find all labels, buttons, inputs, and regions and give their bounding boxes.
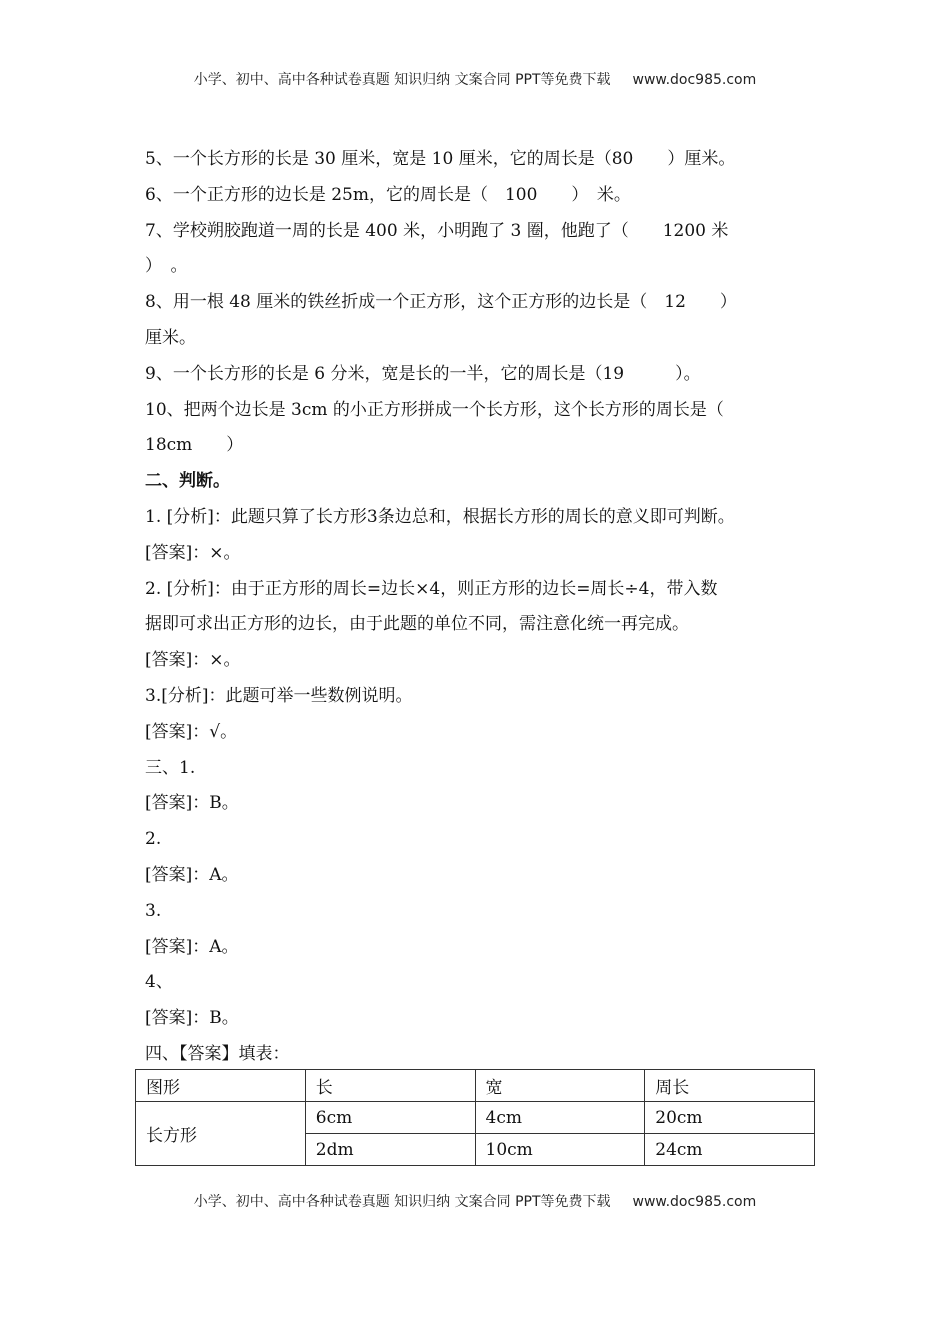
page-header — [0, 69, 950, 89]
q7-line: 7、学校朔胶跑道一周的长是 400 米，小明跑了 3 圈，他跑了（ 1200 米 — [145, 220, 729, 241]
footer-text: 小学、初中、高中各种试卷真题 知识归纳 文案合同 PPT等免费下载 — [193, 1194, 611, 1210]
answer-table — [135, 1069, 815, 1166]
c1-answer: [答案]：B。 — [145, 793, 239, 814]
j2-answer: [答案]：×。 — [145, 650, 241, 671]
table-cell: 2dm — [305, 1134, 475, 1166]
j1-answer: [答案]：×。 — [145, 542, 241, 563]
table-cell: 20cm — [645, 1102, 815, 1134]
j3-analysis: 3.[分析]：此题可举一些数例说明。 — [145, 685, 413, 706]
c4-answer: [答案]：B。 — [145, 1008, 239, 1029]
c2-number: 2. — [145, 829, 162, 850]
table-header-row — [136, 1070, 815, 1102]
table-shape-cell: 长方形 — [136, 1102, 306, 1166]
answer-content — [145, 142, 825, 1073]
section-3-heading: 三、1. — [145, 757, 196, 778]
j2-analysis: 2. [分析]：由于正方形的周长=边长×4，则正方形的边长=周长÷4，带入数 — [145, 578, 718, 599]
q8-line: 8、用一根 48 厘米的铁丝折成一个正方形，这个正方形的边长是（ 12 ） — [145, 292, 737, 313]
page-footer — [0, 1191, 950, 1211]
q6-line: 6、一个正方形的边长是 25m，它的周长是（ 100 ） 米。 — [145, 184, 631, 205]
j2-analysis-cont: 据即可求出正方形的边长，由于此题的单位不同，需注意化统一再完成。 — [145, 614, 689, 635]
q10-line-cont: 18cm ） — [145, 435, 244, 456]
table-header-cell: 图形 — [136, 1070, 306, 1102]
c2-answer: [答案]：A。 — [145, 864, 239, 885]
section-2-heading: 二、判断。 — [145, 471, 230, 492]
header-site-link[interactable]: www.doc985.com — [632, 72, 757, 88]
table-cell: 4cm — [475, 1102, 645, 1134]
header-text: 小学、初中、高中各种试卷真题 知识归纳 文案合同 PPT等免费下载 — [193, 72, 611, 88]
table-cell: 10cm — [475, 1134, 645, 1166]
j1-analysis: 1. [分析]：此题只算了长方形3条边总和，根据长方形的周长的意义即可判断。 — [145, 506, 735, 527]
q5-line: 5、一个长方形的长是 30 厘米，宽是 10 厘米，它的周长是（80 ）厘米。 — [145, 149, 736, 169]
table-cell: 6cm — [305, 1102, 475, 1134]
q8-line-cont: 厘米。 — [145, 327, 196, 348]
table-header-cell: 长 — [305, 1070, 475, 1102]
c3-number: 3. — [145, 900, 162, 921]
table-row — [136, 1102, 815, 1134]
q7-line-cont: ） 。 — [145, 256, 188, 277]
j3-answer: [答案]：√。 — [145, 721, 238, 742]
table-header-cell: 周长 — [645, 1070, 815, 1102]
section-4-heading: 四、【答案】填表： — [145, 1043, 290, 1064]
footer-site-link[interactable]: www.doc985.com — [632, 1194, 757, 1210]
c4-number: 4、 — [145, 972, 173, 993]
q10-line: 10、把两个边长是 3cm 的小正方形拼成一个长方形，这个长方形的周长是（ — [145, 399, 724, 420]
q9-line: 9、一个长方形的长是 6 分米，宽是长的一半，它的周长是（19 ）。 — [145, 363, 701, 384]
table-header-cell: 宽 — [475, 1070, 645, 1102]
table-cell: 24cm — [645, 1134, 815, 1166]
c3-answer: [答案]：A。 — [145, 936, 239, 957]
